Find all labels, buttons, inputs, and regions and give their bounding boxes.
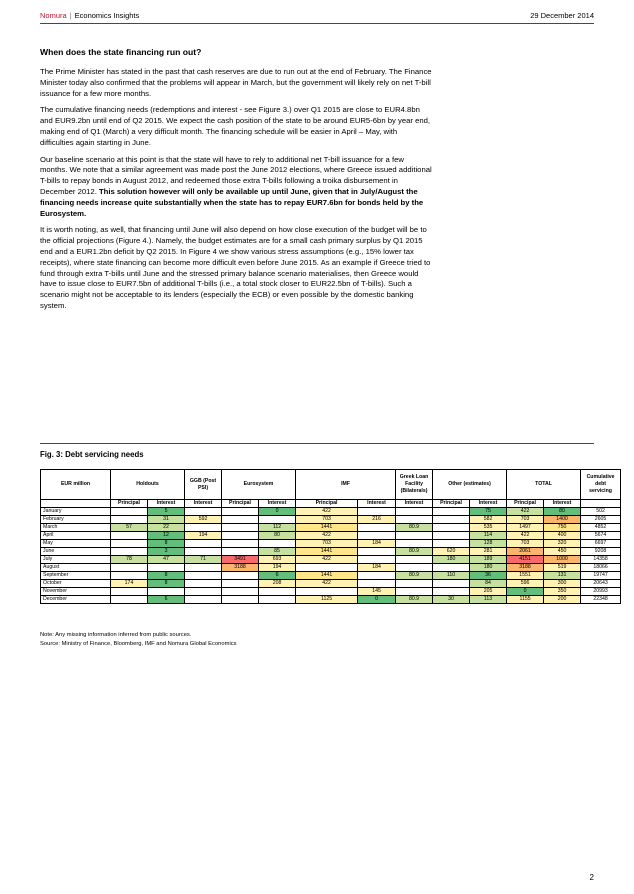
value-cell xyxy=(433,532,470,540)
value-cell: 8 xyxy=(148,540,185,548)
value-cell: 3491 xyxy=(222,556,259,564)
value-cell xyxy=(433,508,470,516)
value-cell: 22 xyxy=(148,524,185,532)
figure-note: Note: Any missing information inferred from public sources. xyxy=(40,632,192,638)
value-cell xyxy=(222,588,259,596)
value-cell: 422 xyxy=(296,580,358,588)
header-date: 29 December 2014 xyxy=(530,10,594,20)
value-cell: 281 xyxy=(470,548,507,556)
table-row xyxy=(41,508,621,516)
table-row xyxy=(41,540,621,548)
value-cell: 3188 xyxy=(507,564,544,572)
debt-table-container xyxy=(40,469,615,604)
value-cell: 422 xyxy=(507,532,544,540)
value-cell: 596 xyxy=(507,580,544,588)
value-cell: 6 xyxy=(148,596,185,604)
table-group-header xyxy=(41,470,621,500)
value-cell xyxy=(185,524,222,532)
value-cell xyxy=(185,580,222,588)
cumulative-cell: 502 xyxy=(581,508,621,516)
value-cell: 12 xyxy=(148,532,185,540)
sub-interest: Interest xyxy=(358,500,396,508)
value-cell xyxy=(185,596,222,604)
value-cell xyxy=(358,532,396,540)
value-cell: 112 xyxy=(259,524,296,532)
value-cell xyxy=(185,548,222,556)
value-cell: 189 xyxy=(470,556,507,564)
value-cell xyxy=(222,508,259,516)
value-cell: 75 xyxy=(470,508,507,516)
value-cell: 80.9 xyxy=(396,548,433,556)
value-cell: 6 xyxy=(259,572,296,580)
value-cell xyxy=(396,564,433,572)
value-cell: 180 xyxy=(470,564,507,572)
value-cell xyxy=(111,596,148,604)
table-row xyxy=(41,588,621,596)
sub-interest: Interest xyxy=(544,500,581,508)
value-cell: 0 xyxy=(358,596,396,604)
value-cell: 1125 xyxy=(296,596,358,604)
value-cell: 31 xyxy=(148,516,185,524)
value-cell: 128 xyxy=(470,540,507,548)
value-cell: 71 xyxy=(185,556,222,564)
sub-principal: Principal xyxy=(111,500,148,508)
month-cell: September xyxy=(41,572,111,580)
sub-interest: Interest xyxy=(470,500,507,508)
value-cell xyxy=(222,596,259,604)
value-cell xyxy=(358,508,396,516)
page-header xyxy=(40,8,594,22)
cumulative-cell: 19747 xyxy=(581,572,621,580)
value-cell xyxy=(185,540,222,548)
value-cell xyxy=(111,540,148,548)
sub-blank xyxy=(41,500,111,508)
header-divider xyxy=(40,23,594,24)
figure-divider xyxy=(40,443,594,444)
value-cell: 3188 xyxy=(222,564,259,572)
value-cell xyxy=(358,524,396,532)
value-cell xyxy=(358,548,396,556)
value-cell xyxy=(259,516,296,524)
debt-servicing-table xyxy=(40,469,621,604)
sub-blank xyxy=(581,500,621,508)
value-cell: 422 xyxy=(507,508,544,516)
month-cell: October xyxy=(41,580,111,588)
col-greek-loan: Greek Loan Facility (Bilaterals) xyxy=(396,470,433,500)
value-cell xyxy=(396,508,433,516)
value-cell xyxy=(222,516,259,524)
table-row xyxy=(41,564,621,572)
value-cell: 4151 xyxy=(507,556,544,564)
month-cell: May xyxy=(41,540,111,548)
table-row xyxy=(41,596,621,604)
value-cell xyxy=(433,524,470,532)
cumulative-cell: 14358 xyxy=(581,556,621,564)
value-cell xyxy=(111,532,148,540)
value-cell xyxy=(433,564,470,572)
value-cell: 703 xyxy=(507,516,544,524)
value-cell xyxy=(358,556,396,564)
value-cell: 84 xyxy=(470,580,507,588)
value-cell: 110 xyxy=(433,572,470,580)
value-cell: 114 xyxy=(470,532,507,540)
cumulative-cell: 9208 xyxy=(581,548,621,556)
value-cell xyxy=(296,564,358,572)
value-cell xyxy=(185,572,222,580)
sub-interest: Interest xyxy=(148,500,185,508)
value-cell xyxy=(148,564,185,572)
value-cell: 194 xyxy=(259,564,296,572)
value-cell: 78 xyxy=(111,556,148,564)
paragraph-3 xyxy=(40,155,432,220)
value-cell: 113 xyxy=(470,596,507,604)
value-cell: 703 xyxy=(296,516,358,524)
value-cell: 350 xyxy=(544,588,581,596)
col-eurosystem: Eurosystem xyxy=(222,470,296,500)
month-cell: July xyxy=(41,556,111,564)
value-cell: 184 xyxy=(358,540,396,548)
sub-principal: Principal xyxy=(222,500,259,508)
value-cell: 85 xyxy=(259,548,296,556)
value-cell: 400 xyxy=(544,532,581,540)
value-cell: 620 xyxy=(433,548,470,556)
value-cell: 8 xyxy=(148,580,185,588)
value-cell: 180 xyxy=(433,556,470,564)
month-cell: November xyxy=(41,588,111,596)
value-cell: 450 xyxy=(544,548,581,556)
value-cell: 3 xyxy=(148,548,185,556)
value-cell xyxy=(185,564,222,572)
value-cell: 5 xyxy=(148,508,185,516)
value-cell: 47 xyxy=(148,556,185,564)
value-cell: 200 xyxy=(544,596,581,604)
month-cell: August xyxy=(41,564,111,572)
value-cell: 30 xyxy=(433,596,470,604)
col-cumulative: Cumulative debt servicing xyxy=(581,470,621,500)
value-cell: 80.9 xyxy=(396,596,433,604)
value-cell xyxy=(111,588,148,596)
value-cell xyxy=(111,572,148,580)
value-cell: 0 xyxy=(259,508,296,516)
value-cell: 8 xyxy=(148,572,185,580)
value-cell: 57 xyxy=(111,524,148,532)
value-cell: 582 xyxy=(470,516,507,524)
table-row xyxy=(41,548,621,556)
cumulative-cell: 5674 xyxy=(581,532,621,540)
value-cell xyxy=(222,540,259,548)
value-cell: 1551 xyxy=(507,572,544,580)
value-cell: 216 xyxy=(358,516,396,524)
value-cell xyxy=(111,516,148,524)
month-cell: April xyxy=(41,532,111,540)
figure-source: Source: Ministry of Finance, Bloomberg, IMF and Nomura Global Economics xyxy=(40,641,237,647)
table-sub-header xyxy=(41,500,621,508)
paragraph-3-text: Our baseline scenario at this point is that the state will have to rely to additional net T-bill issuance for a few months. We note that a similar agreement was made post the June 2012 elections, where Greece issued additional T-bills to repay bonds in August 2012, and redeemed those extra T-bills following a troika disbursement in December 2012. xyxy=(40,154,432,196)
value-cell xyxy=(433,580,470,588)
cumulative-cell: 18066 xyxy=(581,564,621,572)
value-cell: 1441 xyxy=(296,548,358,556)
value-cell: 535 xyxy=(470,524,507,532)
value-cell: 1441 xyxy=(296,524,358,532)
value-cell xyxy=(433,540,470,548)
col-holdouts: Holdouts xyxy=(111,470,185,500)
sub-interest: Interest xyxy=(396,500,433,508)
value-cell xyxy=(396,540,433,548)
value-cell: 131 xyxy=(544,572,581,580)
value-cell xyxy=(396,588,433,596)
value-cell: 320 xyxy=(544,540,581,548)
value-cell: 2061 xyxy=(507,548,544,556)
value-cell xyxy=(396,516,433,524)
value-cell: 1400 xyxy=(544,516,581,524)
value-cell: 1441 xyxy=(296,572,358,580)
table-row xyxy=(41,572,621,580)
value-cell: 80 xyxy=(259,532,296,540)
value-cell: 194 xyxy=(185,532,222,540)
value-cell: 703 xyxy=(507,540,544,548)
value-cell xyxy=(222,548,259,556)
table-body xyxy=(41,508,621,604)
value-cell: 205 xyxy=(470,588,507,596)
month-cell: February xyxy=(41,516,111,524)
table-row xyxy=(41,532,621,540)
value-cell xyxy=(396,532,433,540)
value-cell xyxy=(358,580,396,588)
col-total: TOTAL xyxy=(507,470,581,500)
month-cell: December xyxy=(41,596,111,604)
brand-name: Nomura xyxy=(40,10,67,20)
col-other: Other (estimates) xyxy=(433,470,507,500)
col-ggb: GGB (Post PSI) xyxy=(185,470,222,500)
value-cell: 703 xyxy=(296,540,358,548)
value-cell xyxy=(433,516,470,524)
value-cell: 1000 xyxy=(544,556,581,564)
value-cell xyxy=(396,580,433,588)
header-left xyxy=(40,11,139,20)
value-cell: 0 xyxy=(507,588,544,596)
cumulative-cell: 20993 xyxy=(581,588,621,596)
value-cell: 693 xyxy=(259,556,296,564)
value-cell xyxy=(185,588,222,596)
cumulative-cell: 6697 xyxy=(581,540,621,548)
col-eur-million: EUR million xyxy=(41,470,111,500)
table-row xyxy=(41,524,621,532)
value-cell xyxy=(358,572,396,580)
paragraph-2: The cumulative financing needs (redemptions and interest - see Figure 3.) over Q1 2015 are close to EUR4.8bn and EUR9.2bn until end of Q2 2015. We expect the cash position of the state to be around EUR5-6bn by year end, making end of Q1 (March) a very difficult month. The financing schedule will be easier in April – May, with difficulties again starting in June. xyxy=(40,105,431,147)
value-cell: 145 xyxy=(358,588,396,596)
value-cell xyxy=(259,588,296,596)
value-cell xyxy=(222,572,259,580)
cumulative-cell: 2605 xyxy=(581,516,621,524)
value-cell xyxy=(111,508,148,516)
article-body xyxy=(40,47,432,318)
value-cell xyxy=(222,580,259,588)
value-cell: 1155 xyxy=(507,596,544,604)
sub-principal: Principal xyxy=(296,500,358,508)
value-cell: 80.9 xyxy=(396,524,433,532)
value-cell: 422 xyxy=(296,508,358,516)
paragraph-1: The Prime Minister has stated in the past that cash reserves are due to run out at the end of February. The Finance Minister today also confirmed that the problems will appear in March, but the government will likely rely on net T-bill issuance for a few more months. xyxy=(40,67,432,98)
value-cell: 80.9 xyxy=(396,572,433,580)
month-cell: January xyxy=(41,508,111,516)
value-cell: 174 xyxy=(111,580,148,588)
value-cell xyxy=(148,588,185,596)
value-cell xyxy=(259,540,296,548)
value-cell: 36 xyxy=(470,572,507,580)
cumulative-cell: 20643 xyxy=(581,580,621,588)
figure-title: Fig. 3: Debt servicing needs xyxy=(40,450,144,459)
value-cell: 422 xyxy=(296,556,358,564)
value-cell: 1497 xyxy=(507,524,544,532)
section-name: Economics Insights xyxy=(74,10,140,20)
value-cell xyxy=(222,532,259,540)
month-cell: March xyxy=(41,524,111,532)
sub-principal: Principal xyxy=(507,500,544,508)
col-imf: IMF xyxy=(296,470,396,500)
article-heading: When does the state financing run out? xyxy=(40,47,202,57)
value-cell: 422 xyxy=(296,532,358,540)
page-number: 2 xyxy=(589,873,594,882)
value-cell: 208 xyxy=(259,580,296,588)
paragraph-3-bold: This solution however will only be available up until June, given that in July/August the financing needs increase quite substantially when the state has to repay EUR7.6bn for bonds held by the Eurosystem. xyxy=(40,186,424,218)
value-cell xyxy=(396,556,433,564)
table-row xyxy=(41,580,621,588)
header-separator: | xyxy=(69,10,72,20)
sub-interest: Interest xyxy=(259,500,296,508)
paragraph-4: It is worth noting, as well, that financing until June will also depend on how close execution of the budget will be to the official projections (Figure 4.). Namely, the budget estimates are for a small cash primary surplus by Q1 2015 end and a EUR1.2bn deficit by Q2 2015. In Figure 4 we show various stress assumptions (e.g., 15% lower tax receipts), where state financing can become more difficult even before June 2015. As an example if Greece tried to fund through extra T-bills until June and the stressed primary balance scenario materialises, then Greece would have to issue close to EUR7.5bn of additional T-bills (i.e., a total stock closer to EUR22.5bn of T-bills). Such a scenario might not be acceptable to its lenders (especially the ECB) or even possible by the domestic banking system. xyxy=(40,225,431,310)
table-row xyxy=(41,516,621,524)
sub-principal: Principal xyxy=(433,500,470,508)
value-cell xyxy=(259,596,296,604)
cumulative-cell: 22348 xyxy=(581,596,621,604)
value-cell xyxy=(433,588,470,596)
value-cell xyxy=(185,508,222,516)
value-cell: 750 xyxy=(544,524,581,532)
month-cell: June xyxy=(41,548,111,556)
cumulative-cell: 4852 xyxy=(581,524,621,532)
figure-notes xyxy=(40,631,237,649)
value-cell: 80 xyxy=(544,508,581,516)
value-cell xyxy=(222,524,259,532)
table-row xyxy=(41,556,621,564)
sub-interest: Interest xyxy=(185,500,222,508)
value-cell: 300 xyxy=(544,580,581,588)
value-cell xyxy=(111,548,148,556)
value-cell: 184 xyxy=(358,564,396,572)
value-cell: 519 xyxy=(544,564,581,572)
value-cell xyxy=(296,588,358,596)
value-cell: 592 xyxy=(185,516,222,524)
value-cell xyxy=(111,564,148,572)
